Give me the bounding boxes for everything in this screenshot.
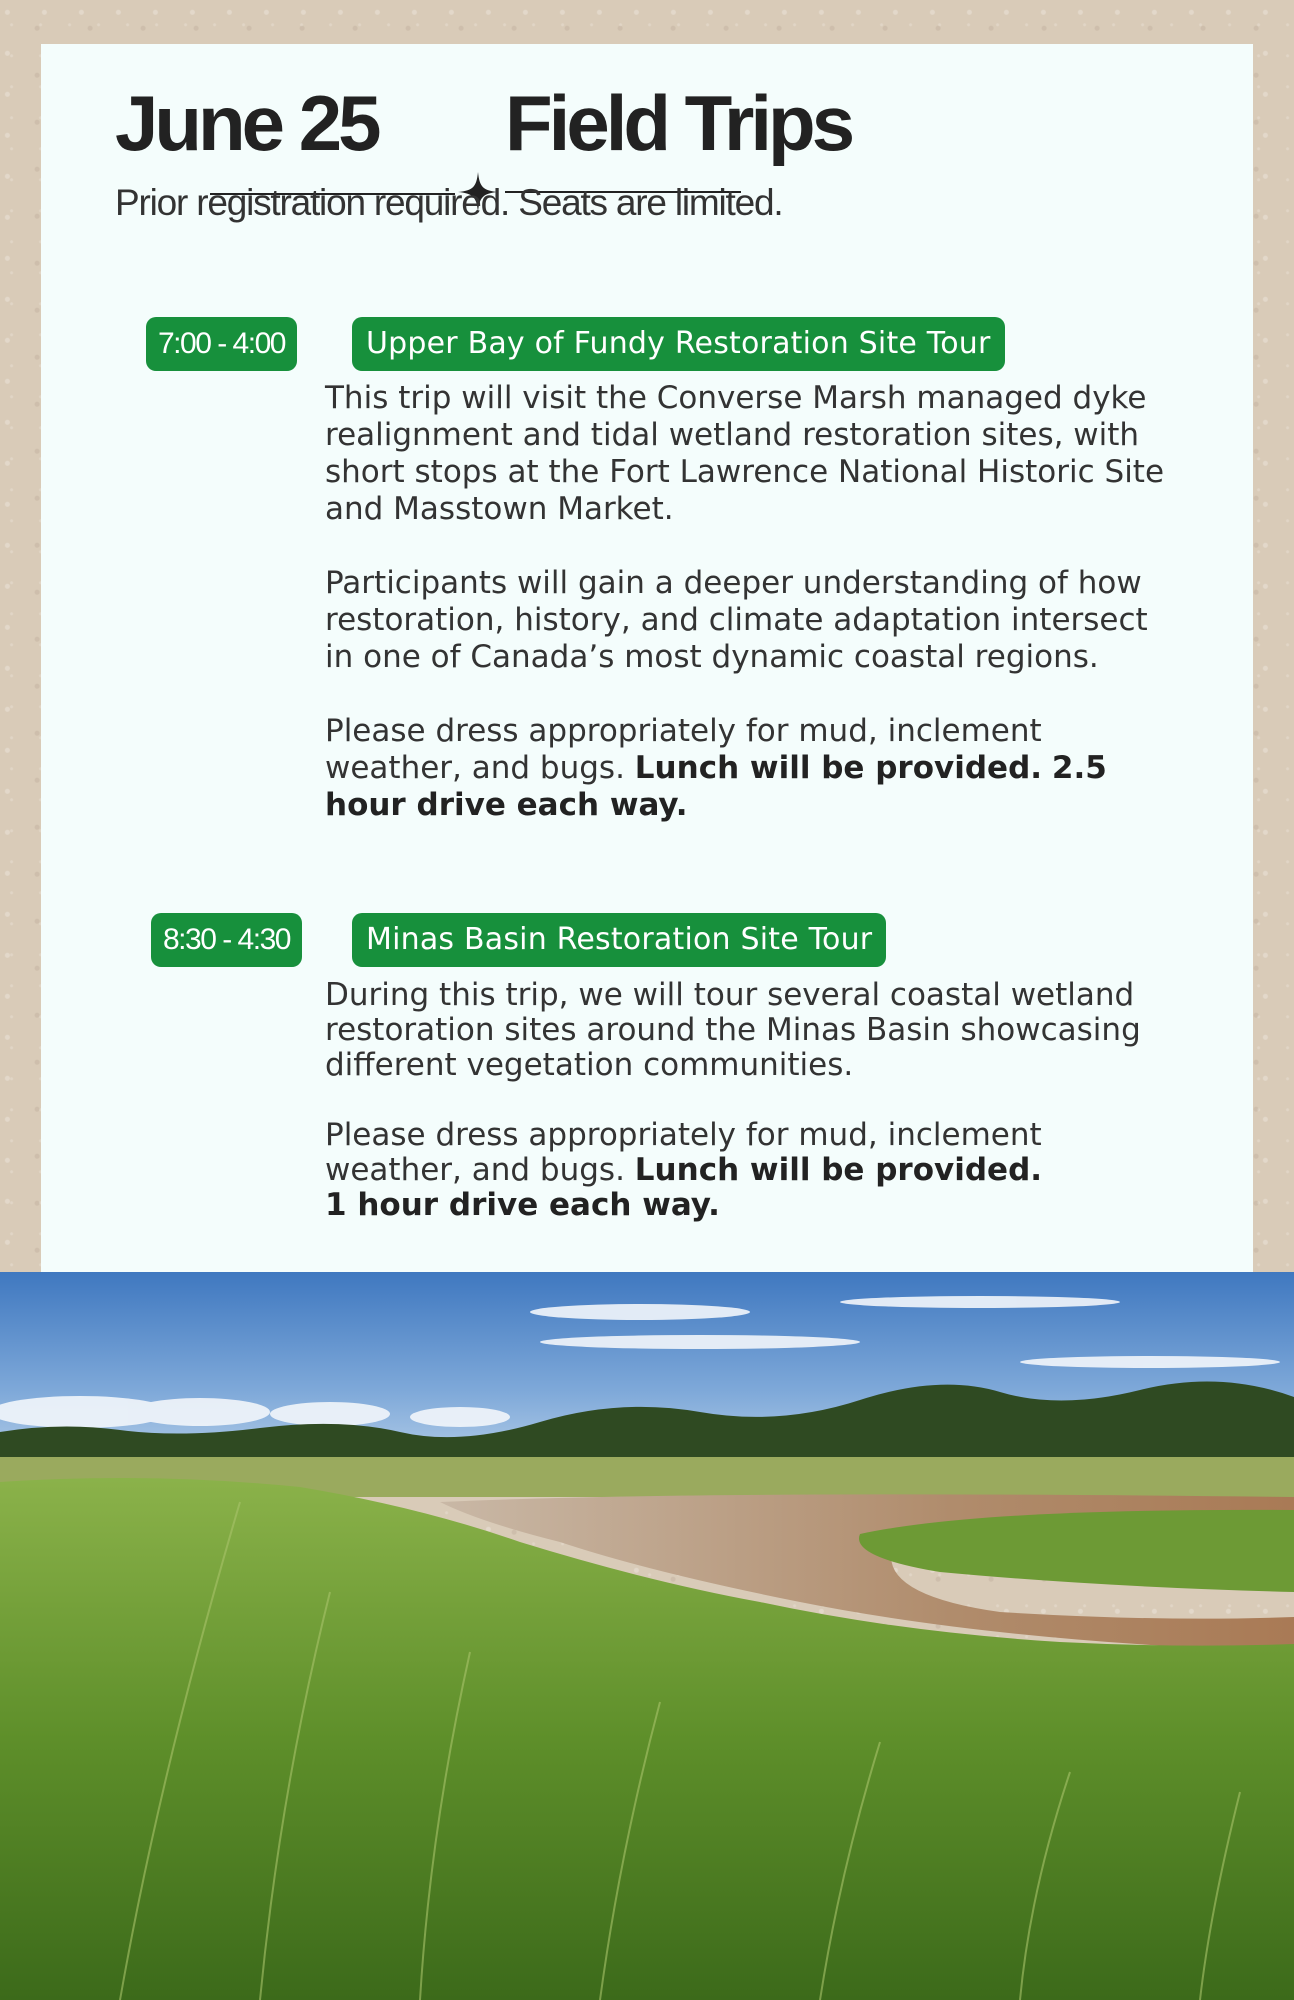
dress-note: Please dress appropriately for mud, inclement weather, and bugs.	[325, 713, 1042, 786]
lunch-note: Lunch will be provided.	[634, 1152, 1043, 1188]
drive-note: 2.5 hour drive each way.	[325, 750, 1107, 823]
registration-note: Prior registration required. Seats are limited.	[115, 182, 783, 223]
trip-title-badge: Upper Bay of Fundy Restoration Site Tour	[352, 317, 1005, 371]
lunch-note: Lunch will be provided.	[634, 750, 1043, 786]
trip-title-badge: Minas Basin Restoration Site Tour	[352, 913, 886, 967]
trip-paragraph: Participants will gain a deeper understanding of how restoration, history, and climate adaptation intersect in one of Canada’s most dynamic coastal regions.	[325, 565, 1148, 675]
trip-time-badge: 8:30 - 4:30	[151, 913, 302, 967]
trip-logistics	[325, 1118, 1175, 1223]
drive-note: 1 hour drive each way.	[325, 1187, 720, 1223]
trip-description	[325, 978, 1175, 1223]
title-date: June 25	[115, 79, 378, 167]
marsh-landscape-photo	[0, 1272, 1294, 2000]
trip-logistics	[325, 713, 1175, 824]
title-text: Field Trips	[505, 79, 852, 167]
trip-time-badge: 7:00 - 4:00	[146, 317, 297, 371]
dress-note: Please dress appropriately for mud, inclement weather, and bugs.	[325, 1117, 1042, 1188]
trip-description	[325, 380, 1175, 824]
trip-paragraph: This trip will visit the Converse Marsh managed dyke realignment and tidal wetland restoration sites, with short stops at the Fort Lawrence National Historic Site and Masstown Market.	[325, 380, 1165, 527]
trip-paragraph: During this trip, we will tour several coastal wetland restoration sites around the Minas Basin showcasing different vegetation communities.	[325, 977, 1141, 1083]
